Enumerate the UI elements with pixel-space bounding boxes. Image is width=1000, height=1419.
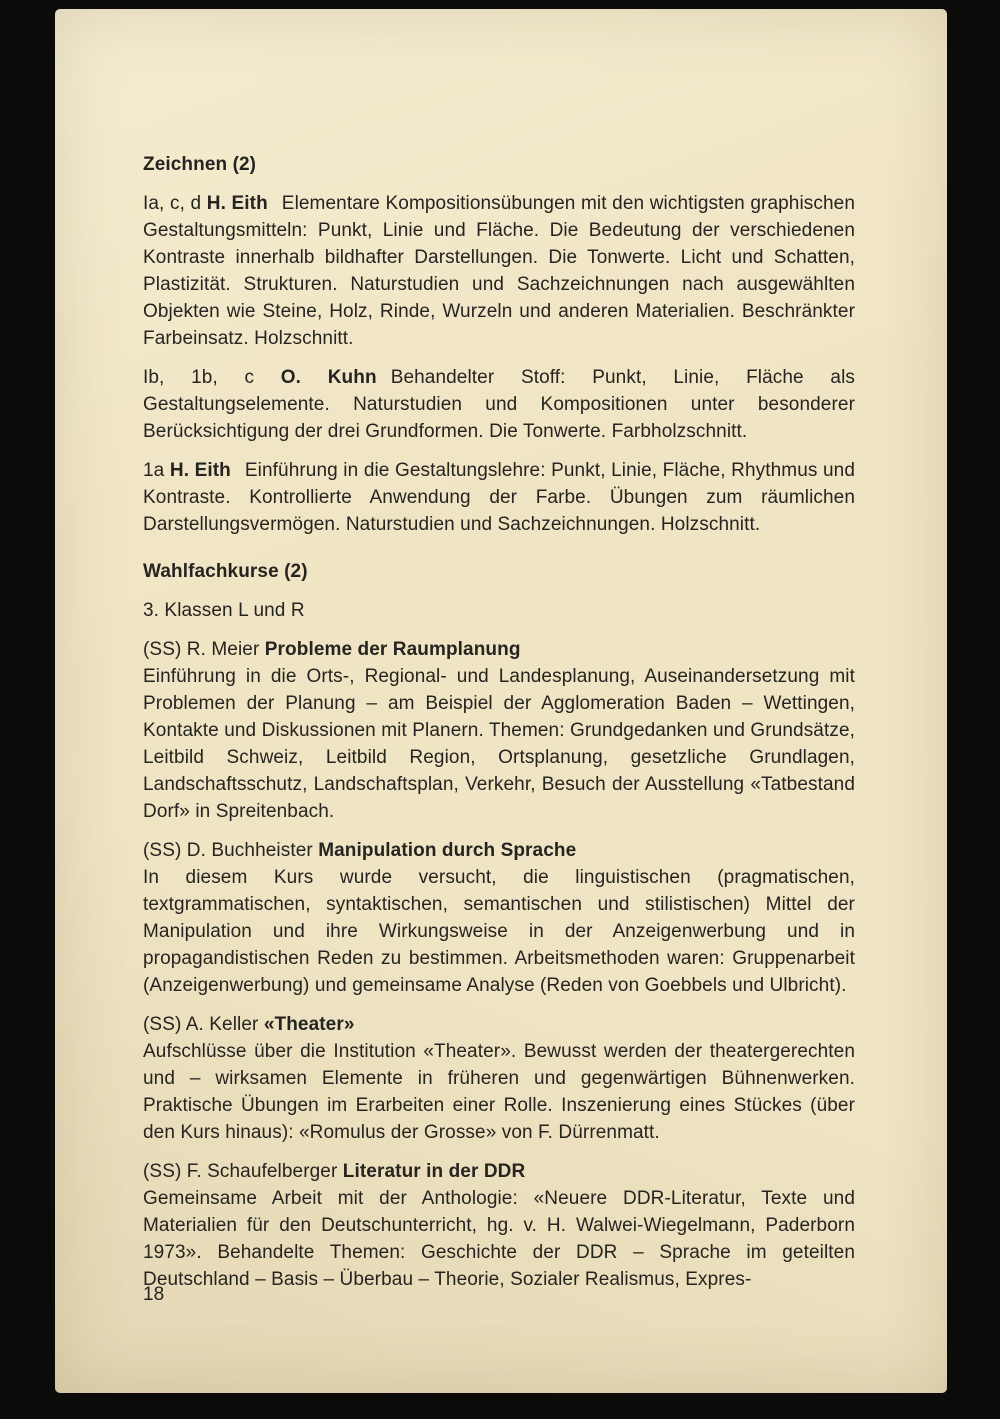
course-entry	[143, 636, 855, 825]
course-head	[143, 837, 855, 864]
course-entry	[143, 837, 855, 999]
instructor-name: H. Eith	[169, 460, 231, 481]
course-description: Einführung in die Gestaltungslehre: Punkt, Linie, Fläche, Rhythmus und Kontraste. Kontrollierte Anwendung der Farbe. Übungen zum räumlichen Darstellungsvermögen. Naturstudien und Sachzeichnungen. Holzschnitt.	[143, 460, 856, 535]
course-title: Literatur in der DDR	[342, 1161, 526, 1182]
course-label: (SS) D. Buchheister	[143, 840, 313, 861]
course-entry	[143, 364, 855, 445]
course-label: (SS) A. Keller	[143, 1014, 259, 1035]
course-entry	[143, 1158, 855, 1293]
class-codes: Ia, c, d	[143, 193, 202, 214]
course-label: (SS) R. Meier	[143, 639, 260, 660]
course-title: «Theater»	[263, 1014, 355, 1035]
course-title: Probleme der Raumplanung	[264, 639, 521, 660]
class-codes: 1a	[143, 460, 165, 481]
page-content	[143, 151, 855, 1305]
instructor-name: O. Kuhn	[280, 367, 377, 388]
section-zeichnen	[143, 151, 855, 538]
course-label: (SS) F. Schaufelberger	[143, 1161, 338, 1182]
course-entry	[143, 190, 855, 352]
class-level-note: 3. Klassen L und R	[143, 600, 305, 621]
paper-sheet	[55, 9, 947, 1393]
page-number: 18	[143, 1284, 165, 1305]
class-codes: Ib, 1b, c	[143, 367, 255, 388]
course-head	[143, 636, 855, 663]
course-description: Behandelter Stoff: Punkt, Linie, Fläche als Gestaltungselemente. Naturstudien und Kompositionen unter besonderer Berücksichtigung der drei Grundformen. Die Tonwerte. Farbholzschnitt.	[143, 367, 855, 442]
course-description: Aufschlüsse über die Institution «Theater». Bewusst werden der theatergerechten und – wirksamen Elemente in früheren und gegenwärtigen Bühnenwerken. Praktische Übungen im Erarbeiten einer Rolle. Inszenierung eines Stückes (über den Kurs hinaus): «Romulus der Grosse» von F. Dürrenmatt.	[143, 1041, 855, 1143]
course-description: In diesem Kurs wurde versucht, die linguistischen (pragmatischen, textgrammatischen, syntaktischen, semantischen und stilistischen) Mittel der Manipulation und ihre Wirkungsweise in der Anzeigenwerbung und in propagandistischen Reden zu bestimmen. Arbeitsmethoden waren: Gruppenarbeit (Anzeigenwerbung) und gemeinsame Analyse (Reden von Goebbels und Ulbricht).	[143, 867, 855, 996]
course-head	[143, 1158, 855, 1185]
section-wahlfachkurse	[143, 558, 855, 1293]
course-description: Einführung in die Orts-, Regional- und Landesplanung, Auseinandersetzung mit Problemen der Planung – am Beispiel der Agglomeration Baden – Wettingen, Kontakte und Diskussionen mit Planern. Themen: Grundgedanken und Grundsätze, Leitbild Schweiz, Leitbild Region, Ortsplanung, gesetzliche Grundlagen, Landschaftsschutz, Landschaftsplan, Verkehr, Besuch der Ausstellung «Tatbestand Dorf» in Spreitenbach.	[143, 666, 855, 822]
course-entry	[143, 457, 855, 538]
course-description: Gemeinsame Arbeit mit der Anthologie: «Neuere DDR-Literatur, Texte und Materialien für den Deutschunterricht, hg. v. H. Walwei-Wiegelmann, Paderborn 1973». Behandelte Themen: Geschichte der DDR – Sprache im geteilten Deutschland – Basis – Überbau – Theorie, Sozialer Realismus, Expres-	[143, 1188, 855, 1290]
instructor-name: H. Eith	[206, 193, 268, 214]
course-entry	[143, 1011, 855, 1146]
course-head	[143, 1011, 855, 1038]
course-title: Manipulation durch Sprache	[318, 840, 577, 861]
section-heading-zeichnen: Zeichnen (2)	[143, 154, 257, 175]
section-heading-wahlfachkurse: Wahlfachkurse (2)	[143, 561, 308, 582]
course-description: Elementare Kompositionsübungen mit den wichtigsten graphischen Gestaltungsmitteln: Punkt, Linie und Fläche. Die Bedeutung der verschiedenen Kontraste innerhalb bildhafter Darstellungen. Die Tonwerte. Licht und Schatten, Plastizität. Strukturen. Naturstudien und Sachzeichnungen nach ausgewählten Objekten wie Steine, Holz, Rinde, Wurzeln und anderen Materialien. Beschränkter Farbeinsatz. Holzschnitt.	[143, 193, 855, 349]
